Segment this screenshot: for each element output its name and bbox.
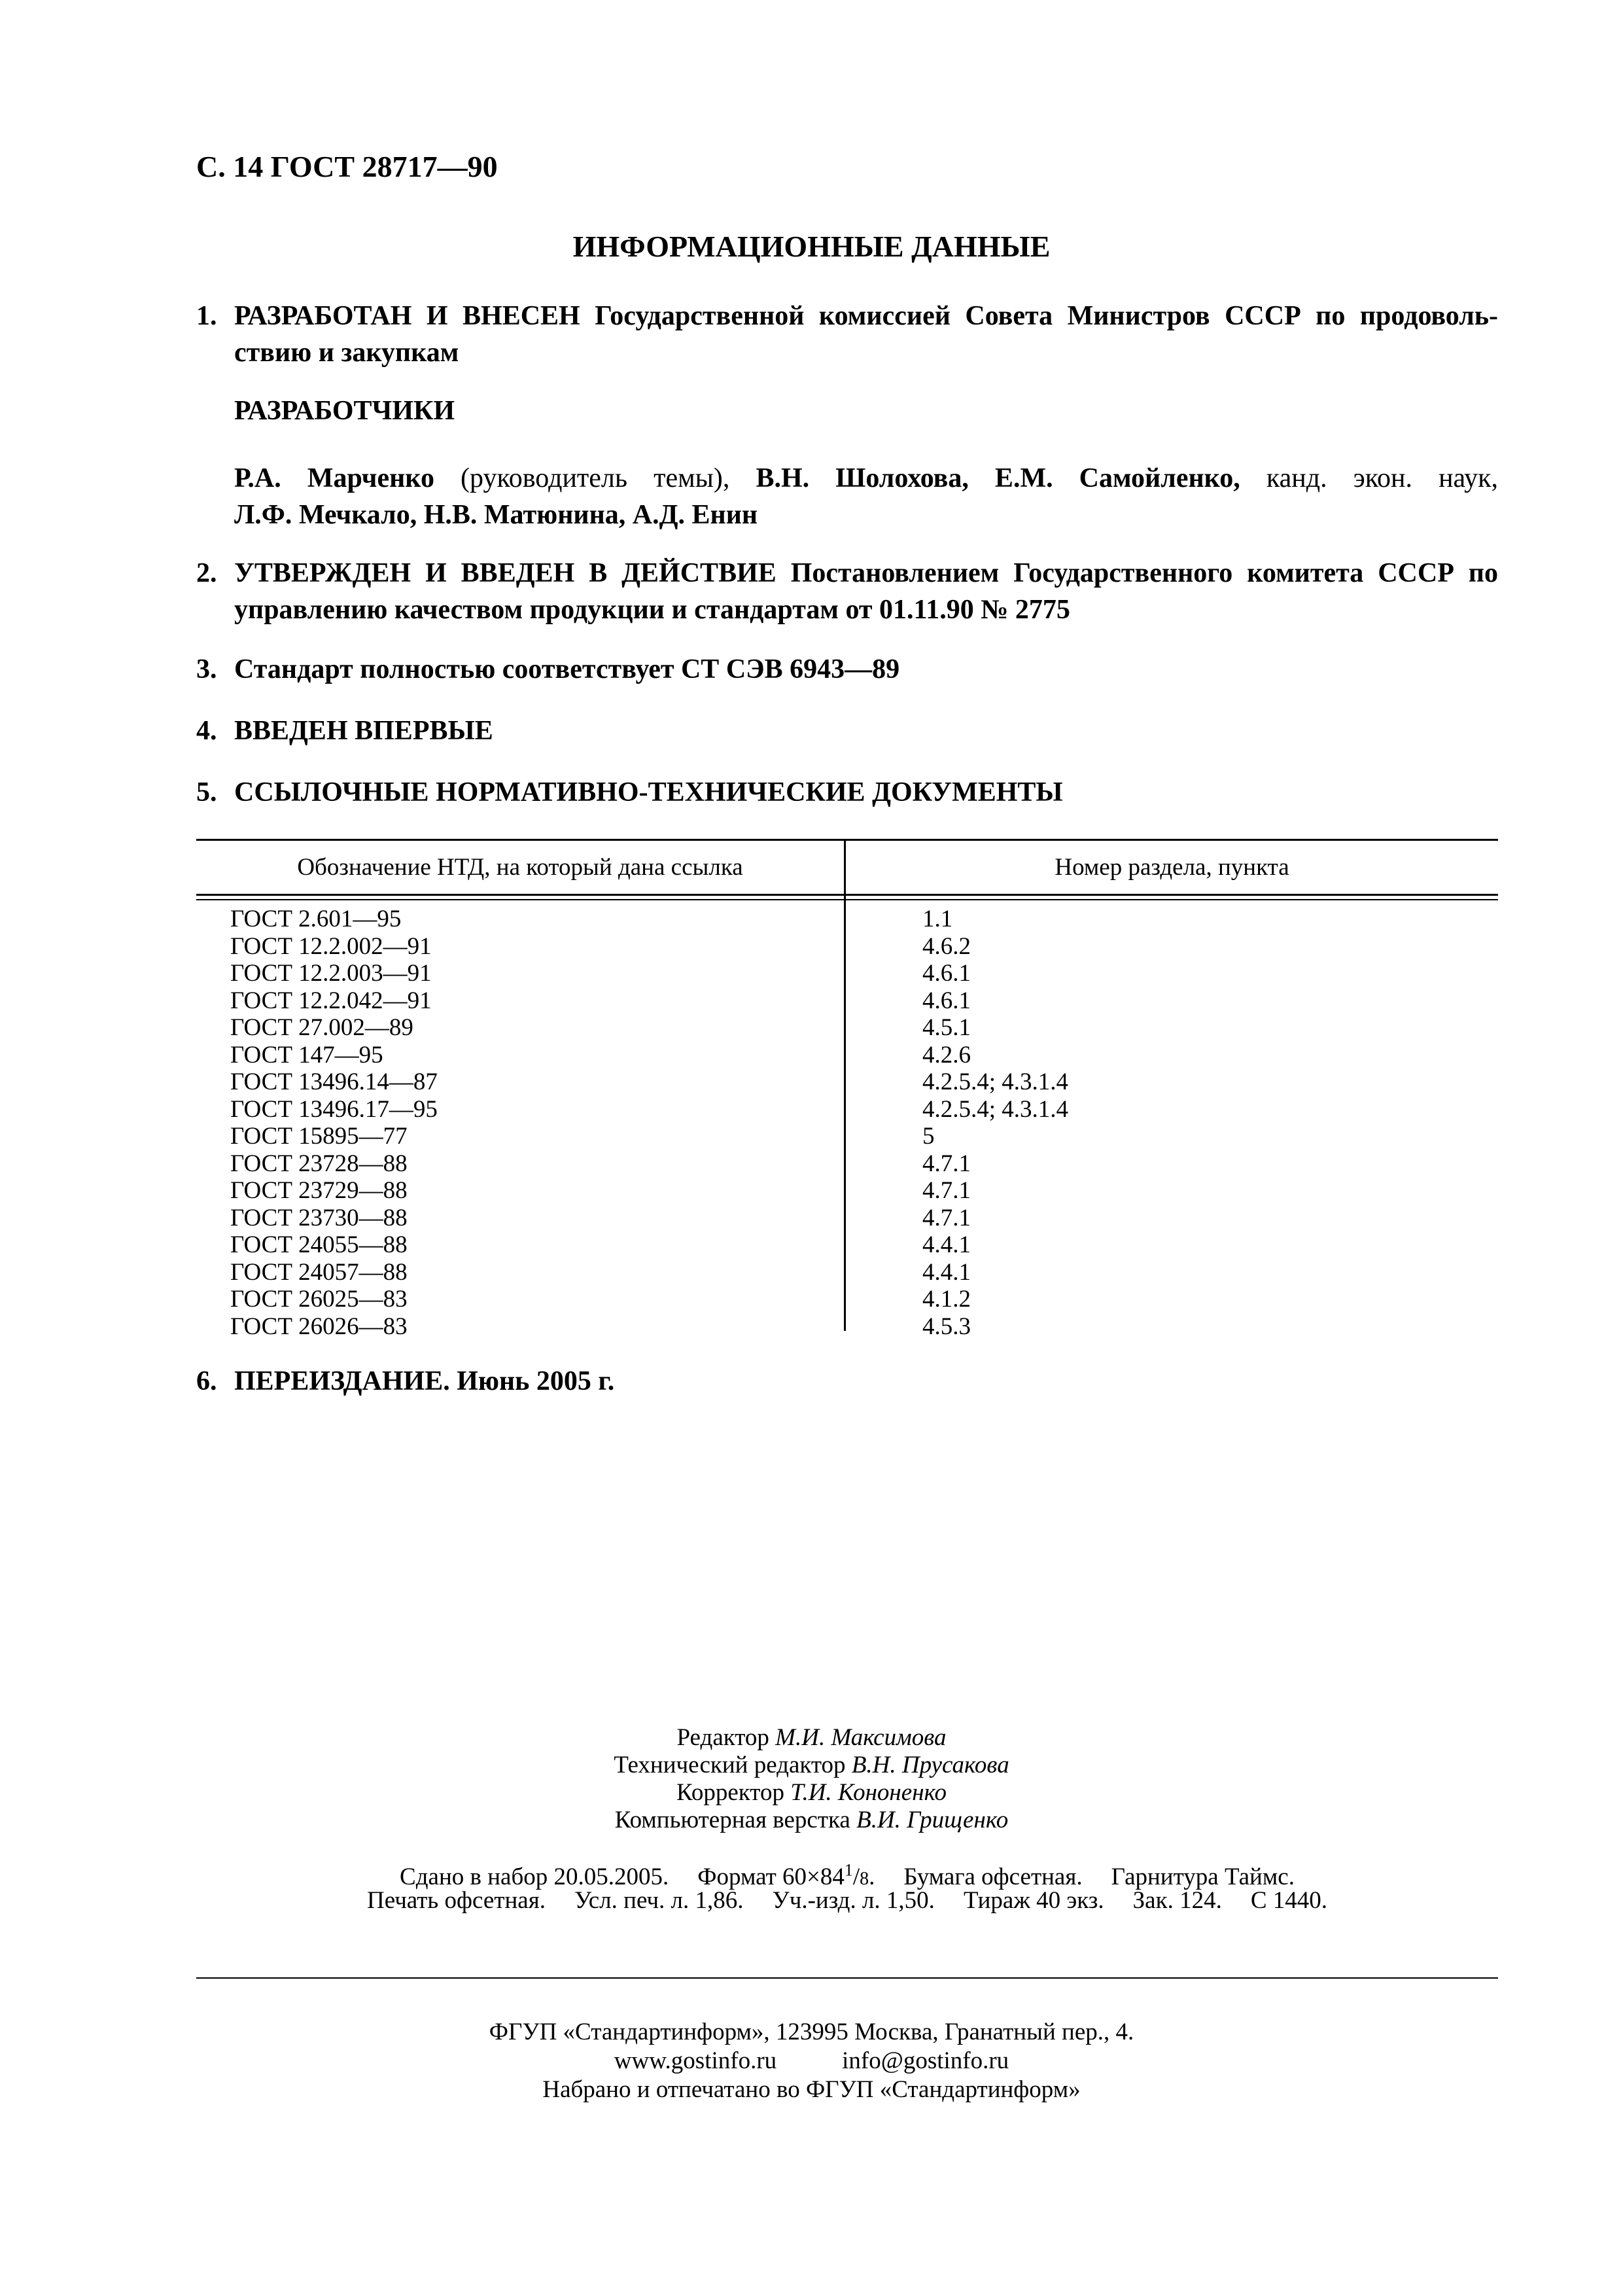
table-header-designation: Обозначение НТД, на который дана ссылка bbox=[297, 854, 743, 881]
print-info-item: Печать офсетная. bbox=[366, 1887, 546, 1914]
item-2-line1 bbox=[234, 555, 1498, 592]
item-1 bbox=[196, 298, 1498, 371]
ntd-designation: ГОСТ 27.002—89 bbox=[230, 1014, 413, 1041]
ntd-section-ref: 4.7.1 bbox=[922, 1150, 971, 1177]
ntd-section-ref: 4.7.1 bbox=[922, 1177, 971, 1204]
publisher-printed-by: Набрано и отпечатано во ФГУП «Стандартинформ» bbox=[542, 2076, 1081, 2103]
credit-line bbox=[0, 1779, 1623, 1807]
ntd-section-ref: 1.1 bbox=[922, 906, 953, 932]
table-row bbox=[196, 1042, 1498, 1069]
item-5 bbox=[196, 774, 1498, 811]
publisher-email[interactable]: info@gostinfo.ru bbox=[842, 2047, 1009, 2074]
ntd-designation: ГОСТ 26026—83 bbox=[230, 1313, 408, 1340]
ntd-section-ref: 4.2.5.4; 4.3.1.4 bbox=[922, 1069, 1069, 1095]
print-info-line2 bbox=[196, 1887, 1498, 1915]
print-info-item: Усл. печ. л. 1,86. bbox=[574, 1887, 744, 1914]
ntd-designation: ГОСТ 24055—88 bbox=[230, 1231, 408, 1258]
ntd-designation: ГОСТ 2.601—95 bbox=[230, 906, 402, 932]
item-number: 2. bbox=[196, 558, 217, 588]
item-4-text: ВВЕДЕН ВПЕРВЫЕ bbox=[234, 716, 493, 746]
table-row bbox=[196, 1069, 1498, 1096]
table-header-rule bbox=[196, 899, 1498, 900]
table-row bbox=[196, 933, 1498, 961]
print-info-item: Уч.-изд. л. 1,50. bbox=[772, 1887, 935, 1914]
item-6 bbox=[196, 1363, 1498, 1400]
ntd-section-ref: 4.4.1 bbox=[922, 1231, 971, 1258]
ntd-designation: ГОСТ 13496.17—95 bbox=[230, 1095, 438, 1123]
credit-role: Редактор bbox=[676, 1724, 769, 1751]
ntd-section-ref: 4.5.3 bbox=[922, 1313, 971, 1340]
ntd-designation: ГОСТ 13496.14—87 bbox=[230, 1069, 438, 1095]
table-top-rule bbox=[196, 839, 1498, 841]
print-info-item: Тираж 40 экз. bbox=[963, 1887, 1104, 1914]
credits-block bbox=[0, 1724, 1623, 1834]
item-4 bbox=[196, 713, 1498, 749]
table-row bbox=[196, 1231, 1498, 1259]
divider-rule bbox=[196, 1977, 1498, 1979]
print-info-item: Гарнитура Таймс. bbox=[1111, 1863, 1295, 1891]
table-header-section: Номер раздела, пункта bbox=[1055, 854, 1289, 881]
item-2-lead: УТВЕРЖДЕН И ВВЕДЕН В ДЕЙСТВИЕ bbox=[234, 558, 777, 588]
table-row bbox=[196, 1205, 1498, 1232]
credit-role: Технический редактор bbox=[614, 1752, 846, 1778]
publisher-address: ФГУП «Стандартинформ», 123995 Москва, Гранатный пер., 4. bbox=[489, 2019, 1134, 2045]
publisher-contacts bbox=[0, 2047, 1623, 2075]
credit-name: В.И. Грищенко bbox=[856, 1807, 1009, 1833]
item-6-text: ПЕРЕИЗДАНИЕ. Июнь 2005 г. bbox=[234, 1366, 615, 1396]
ntd-designation: ГОСТ 12.2.042—91 bbox=[230, 987, 432, 1014]
ntd-designation: ГОСТ 26025—83 bbox=[230, 1286, 408, 1313]
item-3 bbox=[196, 651, 1498, 688]
print-info-item: Зак. 124. bbox=[1132, 1887, 1222, 1914]
developers-line1 bbox=[234, 460, 1498, 497]
ntd-designation: ГОСТ 23729—88 bbox=[230, 1177, 408, 1204]
table-row bbox=[196, 1259, 1498, 1286]
item-2-line2: управлению качеством продукции и стандартам от 01.11.90 № 2775 bbox=[234, 595, 1070, 625]
ntd-section-ref: 4.2.5.4; 4.3.1.4 bbox=[922, 1095, 1069, 1123]
credit-name: В.Н. Прусакова bbox=[851, 1752, 1009, 1778]
credit-line bbox=[0, 1752, 1623, 1779]
developer-names: В.Н. Шолохова, Е.М. Самойленко, bbox=[756, 463, 1240, 493]
table-row bbox=[196, 987, 1498, 1015]
item-number: 5. bbox=[196, 777, 217, 807]
credit-name: Т.И. Кононенко bbox=[790, 1779, 947, 1806]
item-1-line2: ствию и закупкам bbox=[234, 338, 459, 368]
developer-role: (руководитель темы), bbox=[434, 463, 756, 493]
print-info-item: Сдано в набор 20.05.2005. bbox=[400, 1863, 669, 1891]
ntd-designation: ГОСТ 12.2.002—91 bbox=[230, 932, 432, 960]
item-1-lead: РАЗРАБОТАН И ВНЕСЕН bbox=[234, 301, 580, 331]
table-row bbox=[196, 1096, 1498, 1123]
print-info-item: Бумага офсетная. bbox=[903, 1863, 1083, 1891]
item-1-rest: Государственной комиссией Совета Министров СССР по продоволь- bbox=[580, 301, 1498, 331]
ntd-section-ref: 5 bbox=[922, 1123, 935, 1150]
table-row bbox=[196, 906, 1498, 933]
ntd-section-ref: 4.7.1 bbox=[922, 1204, 971, 1231]
publisher-website[interactable]: www.gostinfo.ru bbox=[614, 2047, 777, 2074]
ntd-designation: ГОСТ 24057—88 bbox=[230, 1258, 408, 1286]
ntd-designation: ГОСТ 23730—88 bbox=[230, 1204, 408, 1231]
page-header: С. 14 ГОСТ 28717—90 bbox=[196, 150, 498, 183]
table-header-rule bbox=[196, 894, 1498, 896]
ntd-designation: ГОСТ 147—95 bbox=[230, 1041, 383, 1069]
item-2 bbox=[196, 555, 1498, 628]
developers-label: РАЗРАБОТЧИКИ bbox=[234, 396, 455, 426]
developers-line2: Л.Ф. Мечкало, Н.В. Матюнина, А.Д. Енин bbox=[234, 500, 758, 530]
ntd-section-ref: 4.6.2 bbox=[922, 932, 971, 960]
table-row bbox=[196, 1313, 1498, 1341]
developer-degree: канд. экон. наук, bbox=[1240, 463, 1498, 493]
developers-list bbox=[234, 460, 1498, 533]
credit-line bbox=[0, 1807, 1623, 1834]
item-1-line1 bbox=[234, 298, 1498, 334]
ntd-designation: ГОСТ 15895—77 bbox=[230, 1123, 408, 1150]
ntd-designation: ГОСТ 23728—88 bbox=[230, 1150, 408, 1177]
item-number: 3. bbox=[196, 654, 217, 684]
credit-name: М.И. Максимова bbox=[775, 1724, 947, 1751]
print-info-item: С 1440. bbox=[1250, 1887, 1328, 1914]
table-body bbox=[196, 906, 1498, 1340]
item-3-text: Стандарт полностью соответствует СТ СЭВ 6943—89 bbox=[234, 654, 900, 684]
credit-role: Корректор bbox=[676, 1779, 784, 1806]
credit-line bbox=[0, 1724, 1623, 1752]
ntd-section-ref: 4.1.2 bbox=[922, 1286, 971, 1313]
ntd-designation: ГОСТ 12.2.003—91 bbox=[230, 960, 432, 987]
section-title: ИНФОРМАЦИОННЫЕ ДАННЫЕ bbox=[572, 230, 1051, 263]
ntd-section-ref: 4.5.1 bbox=[922, 1014, 971, 1041]
table-row bbox=[196, 1286, 1498, 1313]
item-number: 1. bbox=[196, 301, 217, 331]
developer-lead: Р.А. Марченко bbox=[234, 463, 434, 493]
table-row bbox=[196, 1123, 1498, 1150]
print-info-item: Формат $60\times 84^1/8$. bbox=[697, 1861, 875, 1891]
credit-role: Компьютерная верстка bbox=[614, 1807, 850, 1833]
item-5-text: ССЫЛОЧНЫЕ НОРМАТИВНО-ТЕХНИЧЕСКИЕ ДОКУМЕНТЫ bbox=[234, 777, 1063, 807]
item-number: 6. bbox=[196, 1366, 217, 1396]
table-row bbox=[196, 960, 1498, 987]
table-row bbox=[196, 1014, 1498, 1042]
item-number: 4. bbox=[196, 716, 217, 746]
ntd-section-ref: 4.6.1 bbox=[922, 987, 971, 1014]
table-row bbox=[196, 1150, 1498, 1178]
ntd-section-ref: 4.6.1 bbox=[922, 960, 971, 987]
table-row bbox=[196, 1177, 1498, 1205]
ntd-section-ref: 4.2.6 bbox=[922, 1041, 971, 1069]
ntd-section-ref: 4.4.1 bbox=[922, 1258, 971, 1286]
item-2-rest: Постановлением Государственного комитета СССР по bbox=[776, 558, 1498, 588]
